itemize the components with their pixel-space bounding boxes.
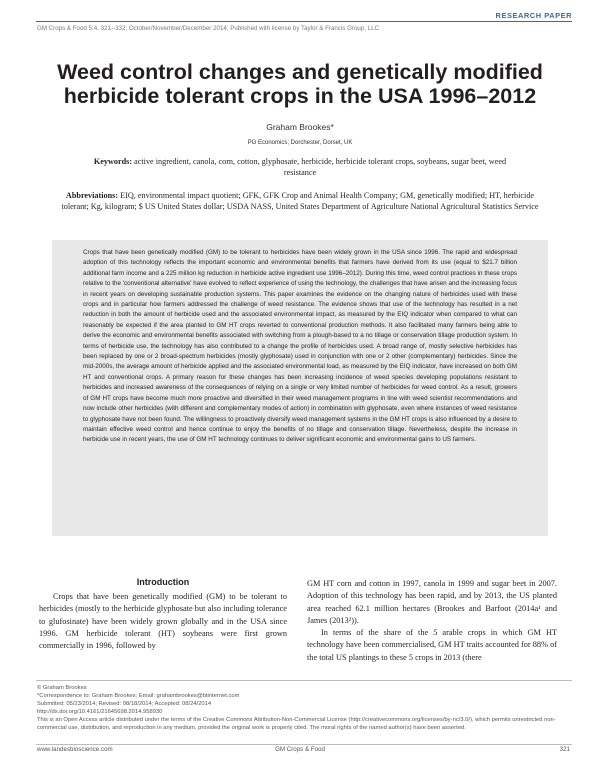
page-number: 321 bbox=[559, 746, 570, 753]
paper-title: Weed control changes and genetically modified herbicide tolerant crops in the USA 1996–2012 bbox=[57, 60, 543, 108]
abbreviations-text: EIQ, environmental impact quotient; GFK, GFK Crop and Animal Health Company; GM, genetically modified; HT, herbicide tolerant; Kg, kilogram; $ US United States dollar; USDA NASS, United States Department of Agriculture National Agricultural Statistics Service bbox=[61, 191, 539, 211]
notes-rule bbox=[36, 680, 572, 681]
intro-paragraph-continued: GM HT corn and cotton in 1997, canola in 1999 and sugar beet in 2007. Adoption of this technology has been rapid, and by 2013, the US planted area reached 62.1 million hectares (Brookes and Barfoot (2014a¹ and James (2013²)). bbox=[307, 579, 557, 625]
abstract-text: Crops that have been genetically modified (GM) to be tolerant to herbicides have been widely grown in the USA since 1996. The rapid and widespread adoption of this technology reflects the important economic and environmental benefits that farmers have derived from its use (equal to $21.7 billion additional farm income and a 225 million kg reduction in herbicide active ingredient use 1996–2012). During this time, weed control practices in these crops relative to the 'conventional alternative' have evolved to reflect experience of using the technology, the challenges that have arisen and the increasing focus in recent years on developing sustainable production systems. This paper examines the evidence on the changing nature of herbicides used with these crops and in particular how farmers addressed the challenge of weed resistance. The evidence shows that use of the technology has resulted in a net reduction in both the amount of herbicide used and the associated environmental impact, as measured by the EIQ indicator when compared to what can reasonably be expected if the area planted to GM HT crops reverted to conventional production methods. It also facilitated many farmers being able to derive the economic and environmental benefits associated with switching from a plough-based to a no tillage or conservation tillage production system. In terms of herbicide use, the technology has also contributed to a change the profile of herbicides used. A broad range of, mostly selective herbicides has been replaced by one or 2 broad-spectrum herbicides (mostly glyphosate) used in conjunction with one or 2 other (complementary) herbicides. Since the mid-2000s, the average amount of herbicide applied and the associated environmental load, as measured by the EIQ indicator, have increased on both GM HT and conventional crops. A primary reason for these changes has been increasing incidence of weed species developing populations resistant to herbicides and increased awareness of the consequences of relying on a single or very limited number of herbicides for weed control. As a result, growers of GM HT crops have become much more proactive and diversified in their weed management programs in line with weed scientist recommendations and now include other herbicides (with different and complementary modes of action) in combination with glyphosate, even where instances of weed resistance to glyphosate have not been found. The willingness to proactively diversify weed management systems in the GM HT crops is also influenced by a desire to maintain effective weed control and hence continue to enjoy the benefits of no tillage and conservation tillage. Nevertheless, despite the increase in herbicide use in recent years, the use of GM HT technology continues to deliver significant economic and environmental gains to US farmers. bbox=[83, 249, 517, 444]
introduction-heading: Introduction bbox=[136, 577, 190, 587]
footer-journal: GM Crops & Food bbox=[275, 746, 325, 753]
footer-rule bbox=[36, 744, 572, 745]
footer-website[interactable]: www.landesbioscience.com bbox=[37, 746, 113, 753]
right-column bbox=[307, 578, 557, 664]
header-rule bbox=[36, 21, 572, 22]
doi-link[interactable]: http://dx.doi.org/10.4161/21645698.2014.958930 bbox=[37, 709, 163, 716]
left-column bbox=[39, 591, 287, 652]
correspondence-note: *Correspondence to: Graham Brookes; Email: grahambrookes@btinternet.com bbox=[37, 693, 240, 700]
keywords-text: active ingredient, canola, corn, cotton, glyphosate, herbicide, herbicide tolerant crops, soybeans, sugar beet, weed resistance bbox=[134, 157, 507, 177]
intro-paragraph-1: Crops that have been genetically modified (GM) to be tolerant to herbicides (mostly to the herbicide glyphosate but also including tolerance to glufosinate) have been widely grown globally and in the USA since 1996. GM herbicide tolerant (HT) soybeans were first grown commercially in 1996, followed by bbox=[39, 592, 287, 651]
abbreviations bbox=[54, 190, 546, 212]
journal-citation-line: GM Crops & Food 5:4, 321--332; October/November/December 2014; Published with license by Taylor & Francis Group, LLC bbox=[37, 25, 380, 32]
article-notes bbox=[37, 684, 565, 733]
abbreviations-label: Abbreviations: bbox=[65, 191, 119, 200]
keywords-label: Keywords: bbox=[93, 157, 133, 166]
keywords bbox=[88, 156, 512, 178]
license-note: This is an Open Access article distributed under the terms of the Creative Commons Attribution-Non-Commercial License (http://creativecommons.org/licenses/by-nc/3.0/), which permits unrestricted non-commercial use, distribution, and reproduction in any medium, provided the original work is properly cited. The moral rights of the named author(s) have been asserted. bbox=[37, 717, 556, 732]
submission-dates: Submitted: 05/23/2014; Revised: 08/18/2014; Accepted: 08/24/2014 bbox=[37, 701, 212, 708]
research-paper-label: RESEARCH PAPER bbox=[495, 11, 572, 20]
intro-paragraph-2: In terms of the share of the 5 arable crops in which GM HT technology have been commercialised, GM HT traits accounted for 88% of the total US plantings to these 5 crops in 2013 (there bbox=[307, 628, 557, 662]
author-affiliation: PG Economics; Dorchester, Dorset, UK bbox=[247, 140, 353, 146]
copyright-note: © Graham Brookes bbox=[37, 685, 87, 691]
author-name: Graham Brookes* bbox=[266, 122, 334, 132]
